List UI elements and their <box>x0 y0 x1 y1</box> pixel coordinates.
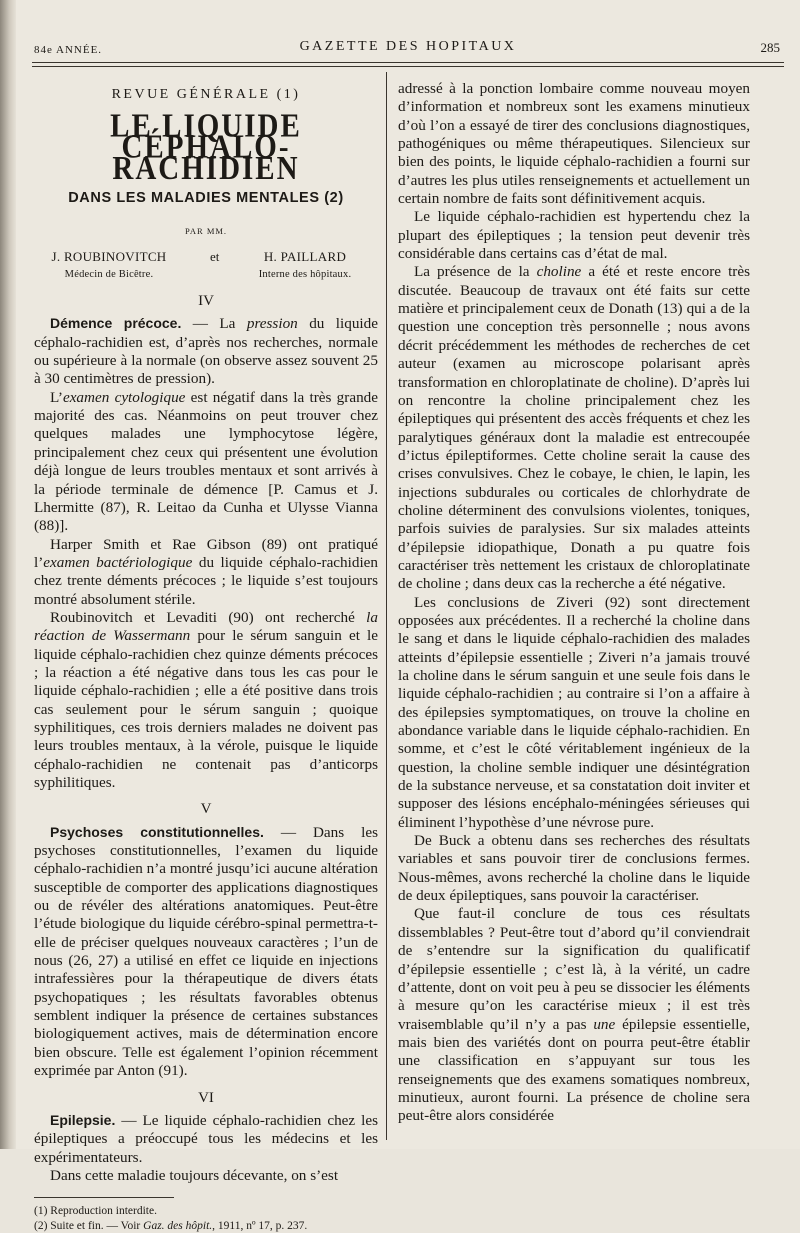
paragraph: Dans cette maladie toujours décevante, on s’est <box>50 1166 339 1184</box>
paragraph <box>398 263 750 593</box>
column-divider <box>386 72 387 1140</box>
italic-run: examen cytologique <box>62 388 186 406</box>
author-1-role: Médecin de Bicêtre. <box>64 269 154 281</box>
text-run: — Le liquide céphalo-rachidien chez les épileptiques a préoccupé tous les médecins et les expérimentateurs. <box>34 1111 378 1166</box>
paragraph <box>34 609 378 792</box>
footnote-1: (1) Reproduction interdite. <box>34 1205 157 1218</box>
text-run: L’ <box>50 388 63 406</box>
text-run: — La <box>181 315 247 333</box>
byline-par: PAR MM. <box>184 225 228 236</box>
text-run: du liquide céphalo-rachidien chez trente déments précoces ; le liquide s’est toujours montré absolument stérile. <box>34 553 379 608</box>
italic-run: la réaction de Wassermann <box>34 608 378 645</box>
section-number-vi: VI <box>198 1089 214 1106</box>
italic-run: Gaz. des hôpit. <box>143 1219 213 1232</box>
paragraph <box>34 1111 378 1167</box>
italic-run: choline <box>536 263 582 281</box>
article-title: LE LIQUIDE CÉPHALO-RACHIDIEN <box>110 108 302 188</box>
section-number-iv: IV <box>198 293 214 310</box>
paragraph <box>34 314 378 388</box>
authors <box>34 248 378 284</box>
text-run: Harper Smith et Rae Gibson (89) ont pratiqué l’ <box>34 535 378 571</box>
header-rule-double <box>32 66 784 67</box>
paragraph <box>34 823 378 1081</box>
section-label: REVUE GÉNÉRALE (1) <box>111 87 301 102</box>
paragraph-lead: Démence précoce. <box>50 315 182 332</box>
header-rule <box>32 62 784 63</box>
author-2 <box>230 248 380 285</box>
paragraph-lead: Epilepsie. <box>50 1111 116 1128</box>
text-run: est négatif dans la très grande majorité des cas. Néanmoins on peut trouver chez quelques malades une lymphocytose légère, principalement chez ceux qui présentent une évolution déjà longue de leurs troubles mentaux et sont arrivés à la période terminale de démence [P. Camus et J. Lhermitte (87), R. Leitao da Cunha et Ulysse Vianna (88)]. <box>34 388 378 535</box>
author-2-role: Interne des hôpitaux. <box>258 269 352 281</box>
volume-year: 84e ANNÉE. <box>34 44 103 56</box>
author-1 <box>34 248 184 285</box>
text-run: pour le sérum sanguin et le liquide céphalo-rachidien chez quinze déments précoces ; la réaction a été négative dans tous les cas pour le liquide céphalo-rachidien ; elle a été positive dans trois cas seulement pour le sérum sanguin ; quoique syphilitiques, ces trois derniers malades ne doivent pas leurs troubles mentaux, à la vérole, puisque le liquide céphalo-rachidien ne contenait pas d’anticorps syphilitiques. <box>34 627 378 791</box>
page-binding-edge <box>0 0 16 1149</box>
author-1-name: J. ROUBINOVITCH <box>51 249 167 265</box>
right-column <box>398 80 750 1126</box>
paragraph <box>398 905 750 1125</box>
text-run: (2) Suite et fin. — Voir <box>34 1219 144 1232</box>
paragraph-lead: Psychoses constitutionnelles. <box>50 823 264 840</box>
text-run: Que faut-il conclure de tous ces résultats dissemblables ? Peut-être tout d’abord qu’il conviendrait de s’entendre sur la signification du qualificatif d’épilepsie essentielle ; c’est là, à la vérité, un cadre d’attente, dont on voit peu à peu se dissocier les éléments à mesure qu’on les caractérise mieux ; il est très vraisemblable qu’il n’y a pas <box>398 905 750 1033</box>
footnote-rule <box>34 1197 174 1198</box>
paragraph: Les conclusions de Ziveri (92) sont directement opposées aux précédentes. Il a recherché la choline dans le sang et dans le liquide céphalo-rachidien des malades atteints d’épilepsie essentielle ; Ziveri n’a jamais trouvé la choline dans le sérum sanguin et une seule fois dans le liquide céphalo-rachidien ; au contraire si l’on a affaire à des épilepsies symptomatiques, on trouve la choline en abondance variable dans le liquide céphalo-rachidien. En somme, et c’est le côté véritablement ingénieux de la question, la choline semble indiquer une désintégration de la substance nerveuse, et sa constatation doit inviter et supposer des lésions encéphalo-méningées sérieuses qui éliminent l’hypothèse d’une névrose pure. <box>398 593 750 831</box>
paragraph: Le liquide céphalo-rachidien est hypertendu chez la plupart des épileptiques ; la tension peut devenir très considérable dans certains cas d’état de mal. <box>398 208 750 263</box>
paragraph <box>34 536 378 609</box>
footnote-2 <box>34 1219 378 1233</box>
text-run: — Dans les psychoses constitutionnelles, l’examen du liquide céphalo-rachidien n’a montré jusqu’ici aucune altération susceptible de comporter des applications diagnostiques ou de révéler des altérations anatomiques. Peut-être l’étude biologique du liquide cérébro-spinal permettra-t-elle de préciser quelques nouveaux caractères ; l’un de nous (26, 27) a utilisé en effet ce liquide en injections intrafessières pour la thérapeutique de divers états psychopatiques ; les résultats favorables obtenus semblent indiquer la présence de certaines substances biologiquement actives, mais de détermination encore bien obscure. Telle est également l’opinion récemment exprimée par Anton (91). <box>34 823 378 1080</box>
running-head <box>32 36 784 58</box>
journal-title: GAZETTE DES HOPITAUX <box>299 39 517 54</box>
section-number-v: V <box>200 801 212 818</box>
text-run: épilepsie essentielle, mais bien des variétés dont on pourra peut-être établir une classification en s’appuyant sur tous les renseignements que des examens somatiques nombreux, minutieux, auront fourni. La présence de choline sera peut-être alors considérée <box>398 1015 750 1125</box>
paragraph: adressé à la ponction lombaire comme nouveau moyen d’information et nombreux sont les examens minutieux d’où l’on a essayé de tirer des conclusions diagnostiques, pathogéniques ou même thérapeutiques. Silencieux sur bien des points, le liquide céphalo-rachidien a fourni sur d’autres les plus utiles renseignements et actuellement un certain nombre de faits sont définitivement acquis. <box>398 80 750 208</box>
italic-run: pression <box>246 315 298 333</box>
italic-run: examen bactériologique <box>43 553 193 571</box>
paragraph: De Buck a obtenu dans ses recherches des résultats variables et sans pouvoir tirer de conclusions fermes. Nous-mêmes, avons recherché la choline dans le liquide de deux épileptiques, sans pouvoir la caractériser. <box>398 832 750 905</box>
text-run: du liquide céphalo-rachidien est, d’après nos recherches, normale ou supérieure à la normale (on observe assez souvent 25 à 30 centimètres de pression). <box>34 315 378 388</box>
text-run: Roubinovitch et Levaditi (90) ont recherché <box>50 608 367 626</box>
article-subtitle: DANS LES MALADIES MENTALES (2) <box>68 190 344 207</box>
page-number: 285 <box>760 40 780 55</box>
left-column <box>34 80 378 1233</box>
paragraph <box>34 389 378 536</box>
authors-conjunction: et <box>210 249 220 265</box>
italic-run: une <box>593 1015 616 1033</box>
text-run: a été et reste encore très discutée. Beaucoup de travaux ont été faits sur cette matière et principalement ceux de Donath (13) qui a de la question une conception très personnelle ; nous avons décrit précédemment les méthodes de recherches de cet auteur (examen au microscope polarisant après transformation en chloroplatinate de choline). D’après lui on rencontre la choline principalement chez les épileptiques qui présentent des accès fréquents et chez les paralytiques généraux dont la maladie est entrecoupée d’ictus épileptiformes. Cette choline serait la cause des crises convulsives. Chez le cobaye, le chien, le lapin, les injections subdurales ou corticales de chlorhydrate de choline déterminent des convulsions violentes, toniques, parfois suivies de paralysies. Sur six malades atteints d’épilepsie idiopathique, Donath a pu quatre fois caractériser très nettement les cristaux de chloroplatinate de choline ; dans deux cas la recherche a été négative. <box>398 263 750 593</box>
text-run: , 1911, nº 17, p. 237. <box>212 1219 308 1232</box>
author-2-name: H. PAILLARD <box>263 249 347 265</box>
text-run: La présence de la <box>414 263 537 281</box>
